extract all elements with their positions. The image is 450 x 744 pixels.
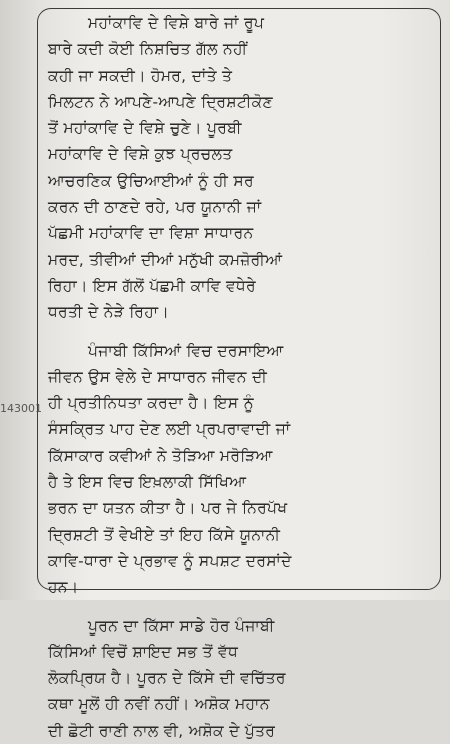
text-line: ਮਿਲਟਨ ਨੇ ਆਪਣੇ-ਆਪਣੇ ਦ੍ਰਿਸ਼ਟੀਕੋਣ [48,92,273,111]
text-line: ਰਿਹਾ। ਇਸ ਗੱਲੋਂ ਪੱਛਮੀ ਕਾਵਿ ਵਧੇਰੇ [48,276,256,295]
paragraph-gap [48,601,434,613]
paragraph [48,613,434,744]
text-line: ਤੋਂ ਮਹਾਂਕਾਵਿ ਦੇ ਵਿਸ਼ੇ ਚੁਣੇ। ਪੂਰਬੀ [48,119,242,138]
text-line: ਹੀ ਪ੍ਰਤੀਨਿਧਤਾ ਕਰਦਾ ਹੈ। ਇਸ ਨੂੰ [48,394,254,413]
text-line: ਕਿੱਸਾਕਾਰ ਕਵੀਆਂ ਨੇ ਤੋੜਿਆ ਮਰੋੜਿਆ [48,446,273,465]
side-page-number: 143001 [0,402,42,415]
text-line: ਮਹਾਂਕਾਵਿ ਦੇ ਵਿਸ਼ੇ ਬਾਰੇ ਜਾਂ ਰੂਪ [88,14,265,32]
text-line: ਕਾਵਿ-ਧਾਰਾ ਦੇ ਪ੍ਰਭਾਵ ਨੂੰ ਸਪਸ਼ਟ ਦਰਸਾਂਦੇ [48,551,292,570]
body-text [48,10,434,744]
text-line: ਮਰਦ, ਤੀਵੀਆਂ ਦੀਆਂ ਮਨੁੱਖੀ ਕਮਜ਼ੋਰੀਆਂ [48,250,283,269]
text-line: ਦ੍ਰਿਸ਼ਟੀ ਤੋਂ ਵੇਖੀਏ ਤਾਂ ਇਹ ਕਿੱਸੇ ਯੂਨਾਨੀ [48,525,281,544]
text-line: ਹੈ ਤੇ ਇਸ ਵਿਚ ਇਖ਼ਲਾਕੀ ਸਿੱਖਿਆ [48,473,247,492]
text-line: ਭਰਨ ਦਾ ਯਤਨ ਕੀਤਾ ਹੈ। ਪਰ ਜੇ ਨਿਰਪੱਖ [48,499,288,518]
text-line: ਦੀ ਛੋਟੀ ਰਾਣੀ ਨਾਲ ਵੀ, ਅਸ਼ੋਕ ਦੇ ਪੁੱਤਰ [48,721,276,740]
text-line: ਕਥਾ ਮੂਲੋਂ ਹੀ ਨਵੀਂ ਨਹੀਂ। ਅਸ਼ੋਕ ਮਹਾਨ [48,695,270,714]
text-line: ਪੰਜਾਬੀ ਕਿੱਸਿਆਂ ਵਿਚ ਦਰਸਾਇਆ [88,341,284,360]
text-line: ਕਰਨ ਦੀ ਠਾਣਦੇ ਰਹੇ, ਪਰ ਯੂਨਾਨੀ ਜਾਂ [48,198,262,217]
text-line: ਧਰਤੀ ਦੇ ਨੇੜੇ ਰਿਹਾ। [48,303,170,322]
paragraph [48,10,434,326]
text-line: ਜੀਵਨ ਉਸ ਵੇਲੇ ਦੇ ਸਾਧਾਰਨ ਜੀਵਨ ਦੀ [48,367,268,386]
text-line: ਹਨ। [48,578,79,597]
text-line: ਲੋਕਪ੍ਰਿਯ ਹੈ। ਪੂਰਨ ਦੇ ਕਿੱਸੇ ਦੀ ਵਚਿੱਤਰ [48,669,286,688]
text-line: ਕਿੱਸਿਆਂ ਵਿਚੋਂ ਸ਼ਾਇਦ ਸਭ ਤੋਂ ਵੱਧ [48,642,239,661]
text-line: ਪੂਰਨ ਦਾ ਕਿੱਸਾ ਸਾਡੇ ਹੋਰ ਪੰਜਾਬੀ [88,616,275,635]
text-line: ਬਾਰੇ ਕਦੀ ਕੋਈ ਨਿਸ਼ਚਿਤ ਗੱਲ ਨਹੀਂ [48,40,248,59]
paragraph [48,338,434,601]
text-line: ਸੰਸਕ੍ਰਿਤ ਪਾਹ ਦੇਣ ਲਈ ਪ੍ਰਪਰਾਵਾਦੀ ਜਾਂ [48,420,291,439]
text-line: ਪੱਛਮੀ ਮਹਾਂਕਾਵਿ ਦਾ ਵਿਸ਼ਾ ਸਾਧਾਰਨ [48,224,254,243]
paragraph-gap [48,326,434,338]
text-line: ਕਹੀ ਜਾ ਸਕਦੀ। ਹੋਮਰ, ਦਾਂਤੇ ਤੇ [48,66,233,85]
text-line: ਆਚਰਣਿਕ ਉਚਿਆਈਆਂ ਨੂੰ ਹੀ ਸਰ [48,171,254,190]
text-line: ਮਹਾਂਕਾਵਿ ਦੇ ਵਿਸ਼ੇ ਕੁਝ ਪ੍ਰਚਲਤ [48,145,233,164]
